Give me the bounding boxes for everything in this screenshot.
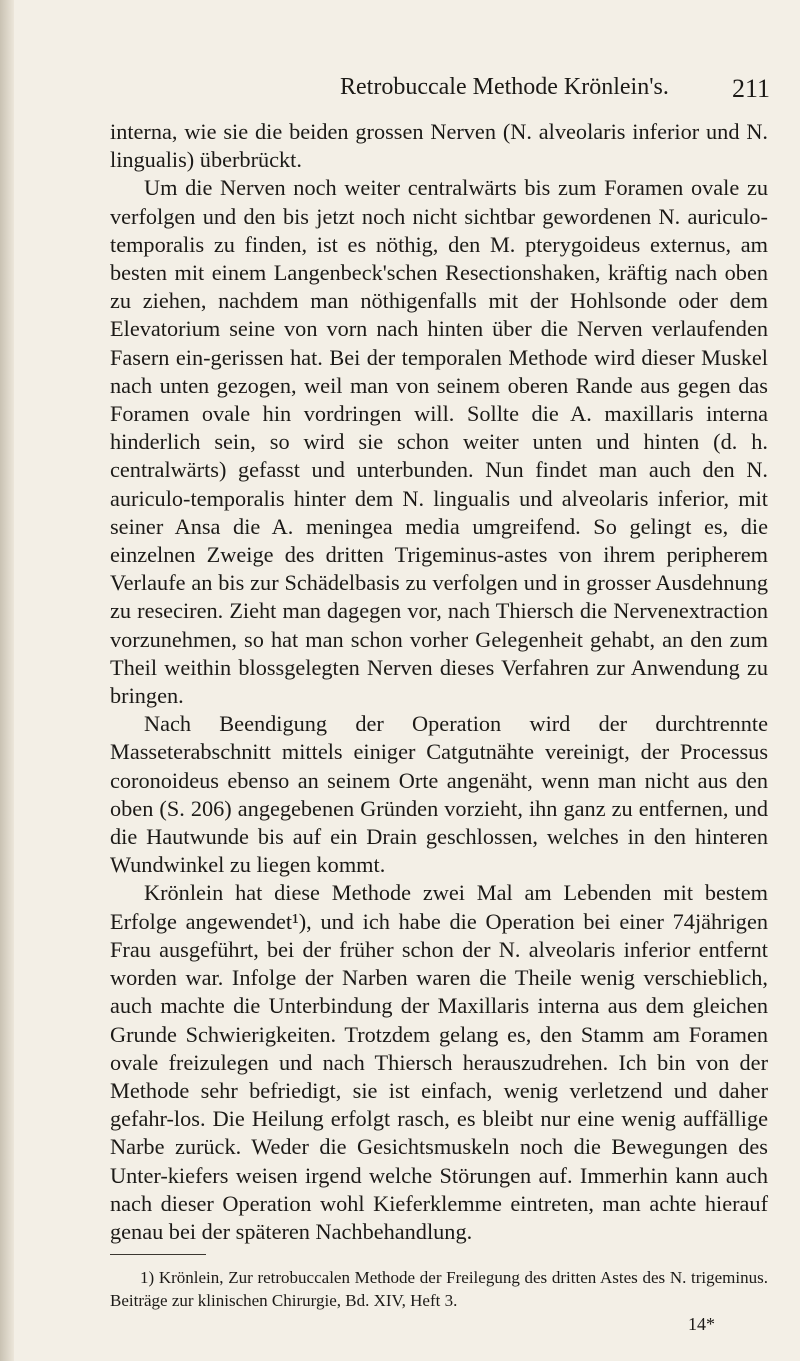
page-number: 211	[731, 74, 770, 103]
footnotes	[110, 1266, 768, 1312]
running-title: Retrobuccale Methode Krönlein's.	[340, 74, 669, 100]
printer-signature: 14*	[688, 1314, 715, 1334]
footnote-1: 1) Krönlein, Zur retrobuccalen Methode der Freilegung des dritten Astes des N. trigeminus. Beiträge zur klinischen Chirurgie, Bd. XIV, Heft 3.	[110, 1268, 768, 1310]
paragraph-1: interna, wie sie die beiden grossen Nerven (N. alveolaris inferior und N. lingualis) überbrückt.	[110, 119, 768, 173]
footnote-divider	[110, 1254, 206, 1255]
page-edge-shadow	[0, 0, 14, 1361]
paragraph-4: Krönlein hat diese Methode zwei Mal am Lebenden mit bestem Erfolge angewendet¹), und ich habe die Operation bei einer 74jährigen Frau ausgeführt, bei der früher schon der N. alveolaris inferior entfernt worden war. Infolge der Narben waren die Theile wenig verschieblich, auch machte die Unterbindung der Maxillaris interna aus dem gleichen Grunde Schwierigkeiten. Trotzdem gelang es, den Stamm am Foramen ovale freizulegen und nach Thiersch herauszudrehen. Ich bin von der Methode sehr befriedigt, sie ist einfach, wenig verletzend und daher gefahr-los. Die Heilung erfolgt rasch, es bleibt nur eine wenig auffällige Narbe zurück. Weder die Gesichtsmuskeln noch die Bewegungen des Unter-kiefers weisen irgend welche Störungen auf. Immerhin kann auch nach dieser Operation wohl Kieferklemme eintreten, man achte hierauf genau bei der späteren Nachbehandlung.	[110, 880, 768, 1244]
body-text	[110, 118, 768, 1246]
paragraph-3: Nach Beendigung der Operation wird der durchtrennte Masseterabschnitt mittels einiger Catgutnähte vereinigt, der Processus coronoideus ebenso an seinem Orte angenäht, wenn man nicht aus den oben (S. 206) angegebenen Gründen vorzieht, ihn ganz zu entfernen, und die Hautwunde bis auf ein Drain geschlossen, welches in den hinteren Wundwinkel zu liegen kommt.	[110, 711, 768, 878]
running-header	[110, 74, 770, 110]
paragraph-2: Um die Nerven noch weiter centralwärts bis zum Foramen ovale zu verfolgen und den bis jetzt noch nicht sichtbar gewordenen N. auriculo-temporalis zu finden, ist es nöthig, den M. pterygoideus externus, am besten mit einem Langenbeck'schen Resectionshaken, kräftig nach oben zu ziehen, nachdem man nöthigenfalls mit der Hohlsonde oder dem Elevatorium seine von vorn nach hinten über die Nerven verlaufenden Fasern ein-gerissen hat. Bei der temporalen Methode wird dieser Muskel nach unten gezogen, weil man von seinem oberen Rande aus gegen das Foramen ovale hin vordringen will. Sollte die A. maxillaris interna hinderlich sein, so wird sie schon weiter unten und hinten (d. h. centralwärts) gefasst und unterbunden. Nun findet man auch den N. auriculo-temporalis hinter dem N. lingualis und alveolaris inferior, mit seiner Ansa die A. meningea media umgreifend. So gelingt es, die einzelnen Zweige des dritten Trigeminus-astes von ihrem peripherem Verlaufe an bis zur Schädelbasis zu verfolgen und in grosser Ausdehnung zu reseciren. Zieht man dagegen vor, nach Thiersch die Nervenextraction vorzunehmen, so hat man schon vorher Gelegenheit gehabt, an den zum Theil weithin blossgelegten Nerven dieses Verfahren zur Anwendung zu bringen.	[110, 175, 768, 709]
